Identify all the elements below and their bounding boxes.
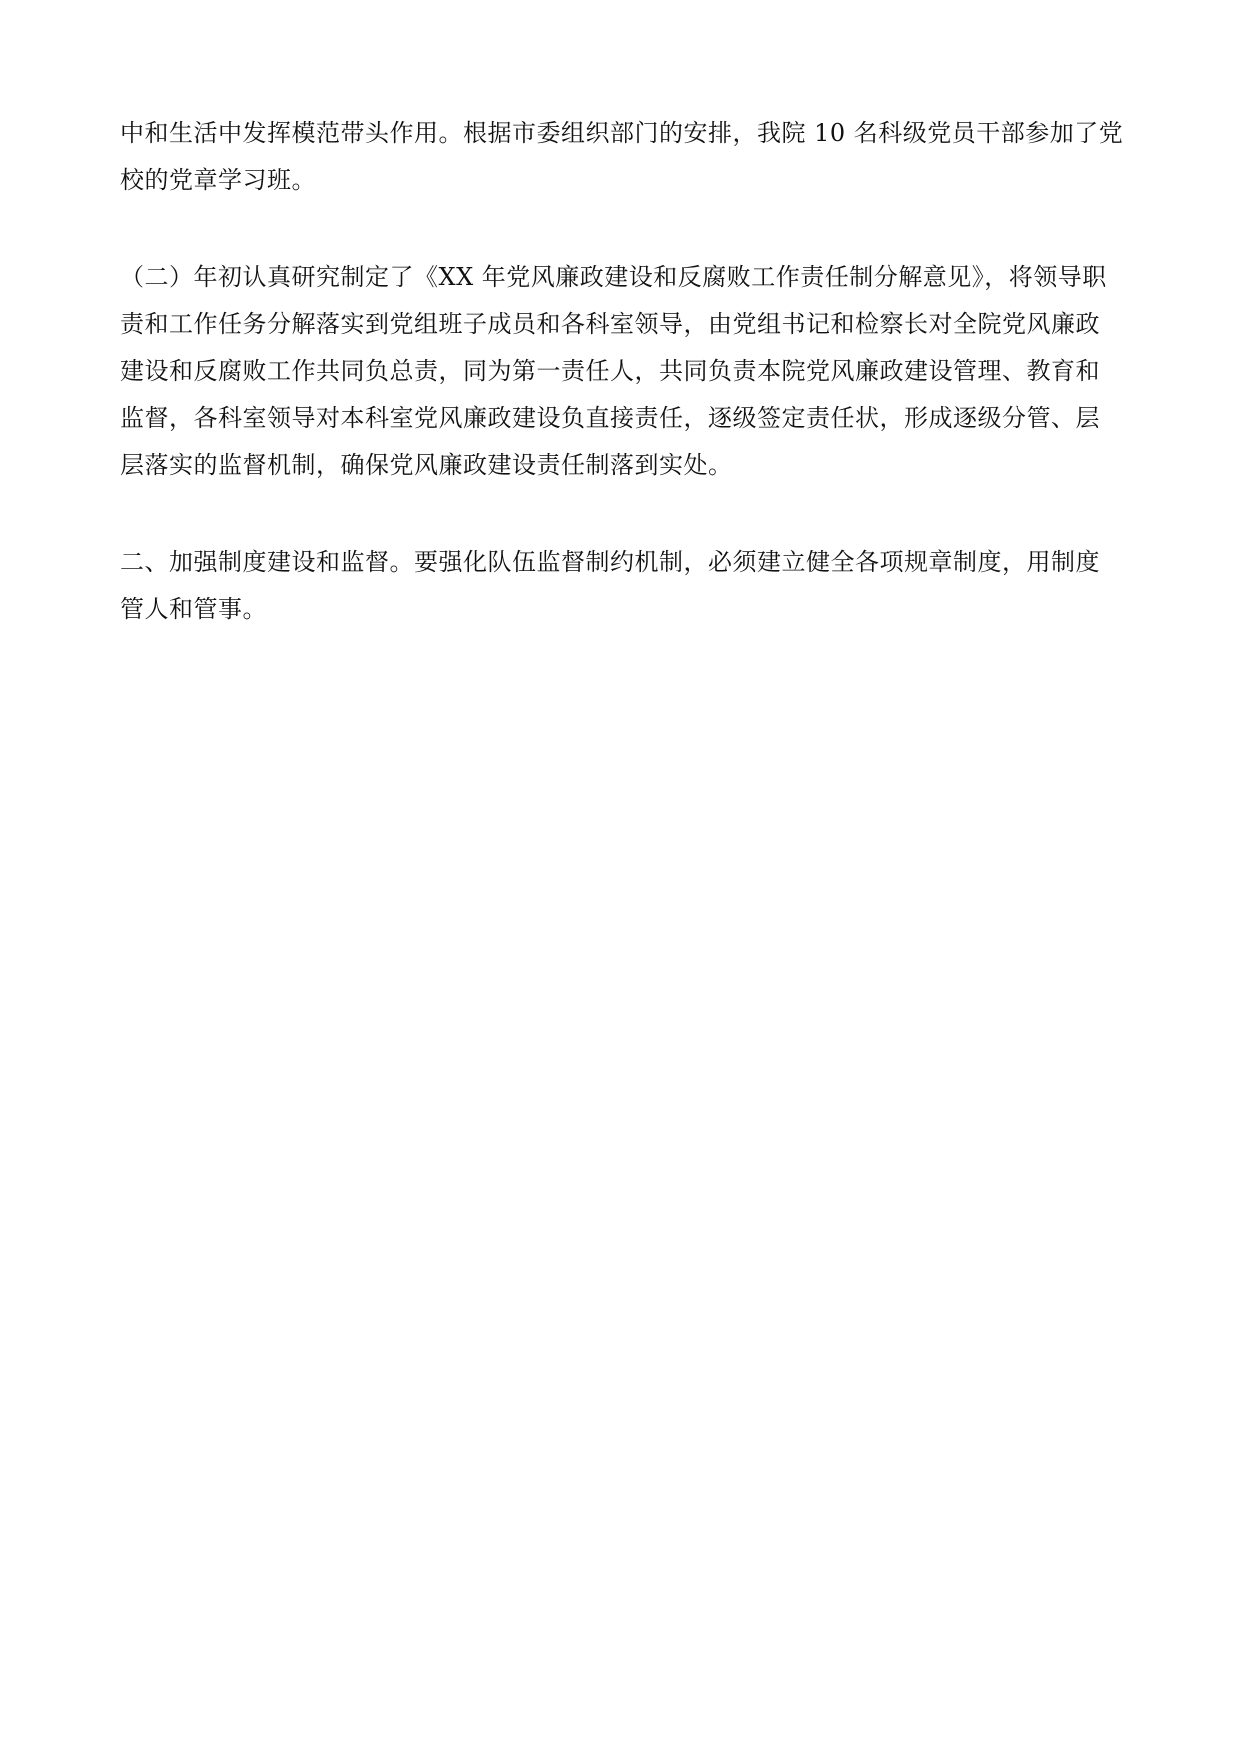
paragraph-1 [120, 110, 1130, 204]
paragraph-line: 责和工作任务分解落实到党组班子成员和各科室领导，由党组书记和检察长对全院党风廉政 [120, 310, 1100, 338]
paragraph-line: 管人和管事。 [120, 595, 267, 623]
paragraph-2 [120, 254, 1130, 489]
paragraph-line: 二、加强制度建设和监督。要强化队伍监督制约机制，必须建立健全各项规章制度，用制度 [120, 548, 1100, 576]
paragraph-line: 监督，各科室领导对本科室党风廉政建设负直接责任，逐级签定责任状，形成逐级分管、层 [120, 404, 1100, 432]
paragraph-line: 层落实的监督机制，确保党风廉政建设责任制落到实处。 [120, 451, 733, 479]
paragraph-line: 校的党章学习班。 [120, 166, 316, 194]
paragraph-line: 中和生活中发挥模范带头作用。根据市委组织部门的安排，我院 10 名科级党员干部参加了党 [120, 119, 1124, 147]
paragraph-line: （二）年初认真研究制定了《XX 年党风廉政建设和反腐败工作责任制分解意见》，将领导职 [120, 263, 1107, 291]
paragraph-line: 建设和反腐败工作共同负总责，同为第一责任人，共同负责本院党风廉政建设管理、教育和 [120, 357, 1100, 385]
paragraph-3 [120, 539, 1130, 633]
document-body [120, 110, 1130, 683]
